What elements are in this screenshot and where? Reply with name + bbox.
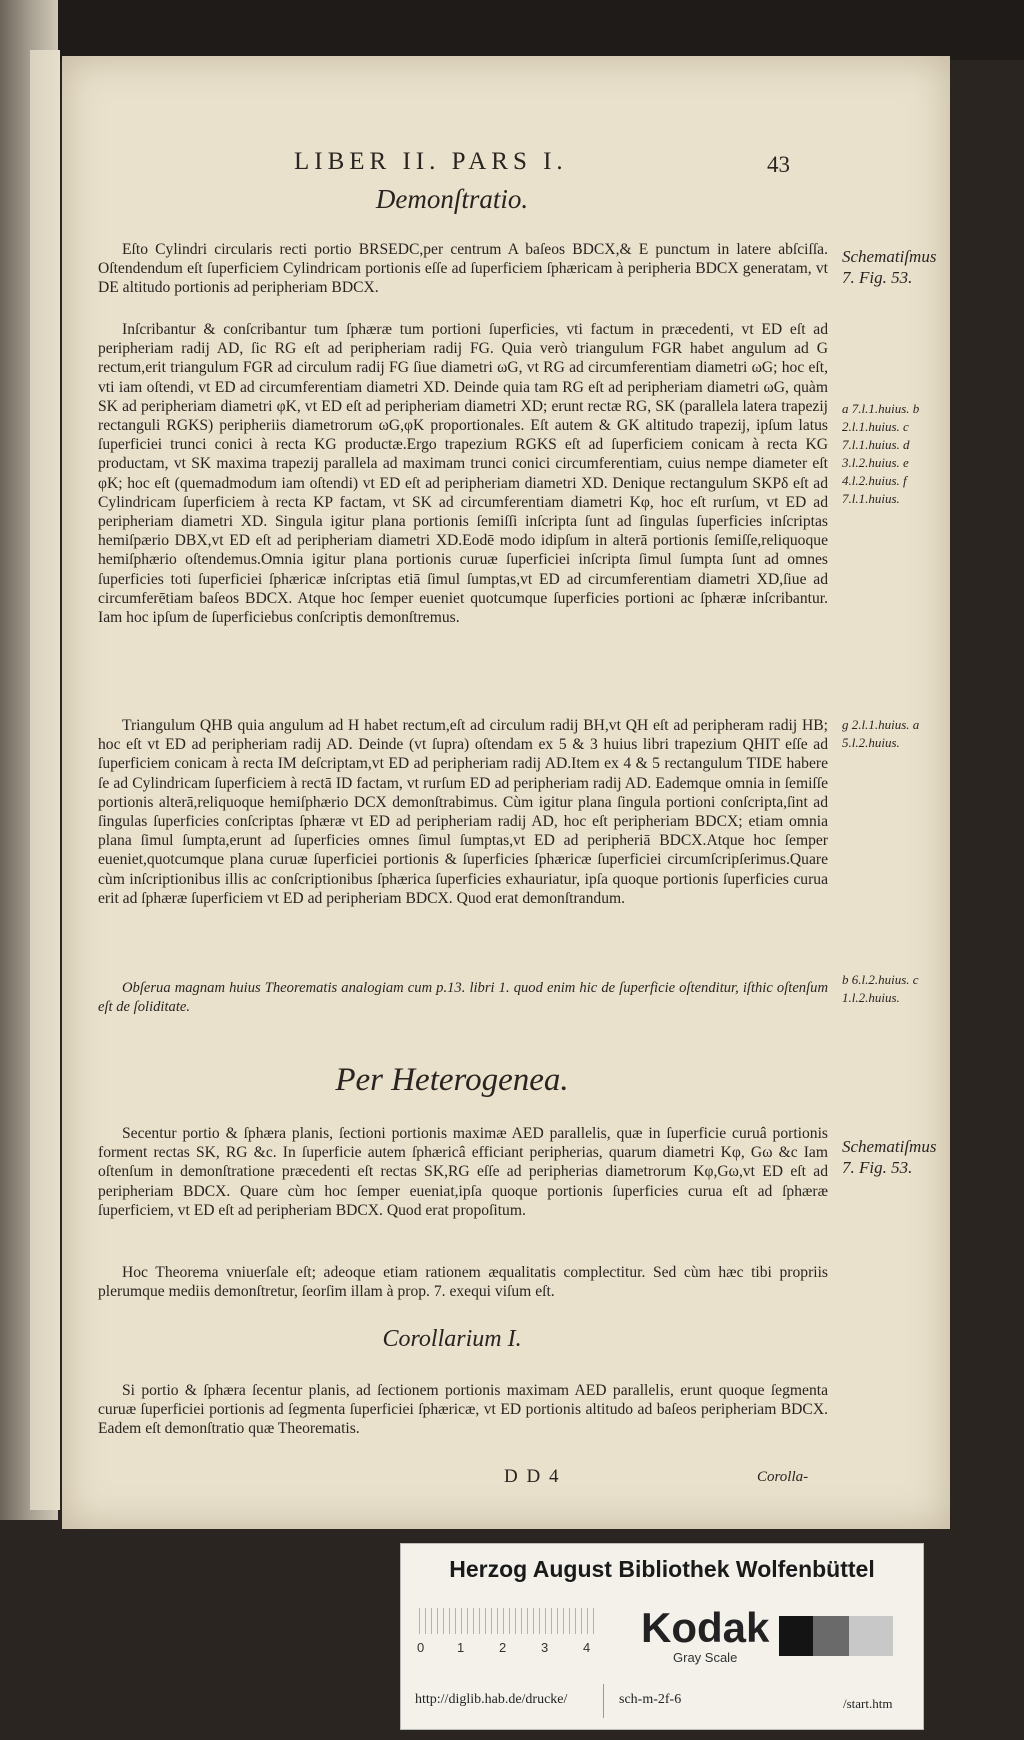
running-head: LIBER II. PARS I. xyxy=(294,148,568,175)
shelfmark: sch-m-2f-6 xyxy=(619,1692,682,1707)
paragraph-1: Eſto Cylindri circularis recti portio BRSEDC,per centrum A baſeos BDCX,& E punctum in latere abſciſſa. Oſtendendum eſt ſuperficiem Cylindricam portionis eſſe ad ſuperficiem ſphæricam à peripheria BDCX generatam, vt DE altitudo portionis ad peripheriam BDCX. xyxy=(98,241,828,297)
heading-demonstratio: Demonſtratio. xyxy=(375,184,529,214)
margin-note-5: Schematiſmus 7. Fig. 53. xyxy=(842,1137,937,1177)
heading-corollarium: Corollarium I. xyxy=(382,1326,522,1352)
gray-patch-black xyxy=(779,1616,813,1656)
observation-note: Obſerua magnam huius Theorematis analogiam cum p.13. libri 1. quod enim hic de ſuperficie oſtenditur, iſthic oſtenſum eſt de ſoliditate. xyxy=(98,980,828,1016)
label-divider xyxy=(603,1684,604,1718)
margin-note-1: Schematiſmus 7. Fig. 53. xyxy=(842,247,937,287)
margin-note-4: b 6.l.2.huius. c 1.l.2.huius. xyxy=(842,972,919,1005)
ruler-scale xyxy=(411,1608,601,1664)
scale-number: 0 xyxy=(417,1640,425,1655)
book-page xyxy=(62,56,950,1529)
paragraph-3: Triangulum QHB quia angulum ad H habet rectum,eſt ad circulum radij BH,vt QH eſt ad peripheram radij HB; hoc eſt vt ED ad peripheriam radij AD. Deinde (vt ſupra) oſtendam ex 5 & 3 huius libri trapezium QHIT eſſe ad ſuperficiem conicam à recta IM deſcriptam,vt ED ad peripheriam radij AD.Item ex 4 & 5 rectangulum TIDE habere ſe ad Cylindricam ſuperficiem à rectā ID factam, vt rurſum ED ad peripheriam radij AD. Eademque omnia in ſemiſſe portionis alterā,reliquoque hemiſphærio DCX demonſtrabimus. Cùm igitur plana ſingula portioni conſcripta,ſint ad ſingulas ſuperficies conſcriptas ſphæræ vt ED ad peripheriam radij AD, hoc eſt peripheriam BDCX; etiam omnia plana ſimul ſumpta,erunt ad ſuperficies omnes ſimul ſumptas,vt ED ad peripheriā BDCX.Atque hoc ſemper eueniet,quotcumque plana curuæ ſuperficiei portionis & ſuperficies ſphæricæ ſuperficiei circumſcripſerimus.Quare cùm inſcriptionibus illis ac conſcriptionibus ſphærica ſuperficies exhauriatur, ipſa quoque portionis ſuperficies curua erit ad ſphæræ ſuperficiem vt ED ad peripheriam BDCX. Quod erat demonſtrandum. xyxy=(98,717,828,907)
scale-number: 4 xyxy=(583,1640,591,1655)
paragraph-6: Hoc Theorema vniuerſale eſt; adeoque etiam rationem æqualitatis complectitur. Sed cùm hæc tibi propriis plerumque mediis demonſtretur, ſeorſim illam à prop. 7. exequi viſum eſt. xyxy=(98,1264,828,1301)
paragraph-7: Si portio & ſphæra ſecentur planis, ad ſectionem portionis maximam AED parallelis, erunt quoque ſegmenta curuæ ſuperficiei portionis ad ſegmenta ſuperficiei ſphæricæ, vt ED portionis altitudo ad baſeos peripheriam BDCX. Eadem eſt demonſtratio quæ Theorematis. xyxy=(98,1382,828,1438)
paragraph-2: Inſcribantur & conſcribantur tum ſphæræ tum portioni ſuperficies, vti factum in præcedenti, vt ED eſt ad peripheriam radij AD, ſic RG eſt ad peripheriam radij FG. Quia verò triangulum FGR habet angulum ad G rectum,erit triangulum FGR ad circulum radij FG ſiue diametri ωG, vt RG ad circumferentiam diametri ωG; hoc eſt, vti iam oſtendi, vt ED ad circumferentiam diametri XD. Deinde quia tam RG eſt ad peripheriam diametri ωG, quàm SK ad peripheriam diametri φK, vt ED eſt ad peripheriam diametri XD; erunt rectæ RG, SK (parallela latera trapezij rectanguli RGKS) peripheriis diametrorum ωG,φK proportionales. Eſt autem & GK altitudo trapezij, ipſum latus ſuperficiei trunci conici à recta KG productæ.Ergo trapezium RGKS eſt ad ſuperficiem conicam à recta KG productam, vt SK maxima trapezij parallela ad maximam trunci conici circumferentiam, cuius nempe diameter eſt φK; hoc eſt (quemadmodum iam oſtendi) vt ED eſt ad peripheriam diametri XD. Denique rectangulum SKPδ eſt ad Cylindricam ſuperficiem à recta KP factam, vt SK ad circumferentiam diametri Kφ, hoc eſt rurſum, vt ED ad peripheriam diametri XD. Singula igitur plana portionis ſemiſſi inſcripta ſunt ad ſingulas ſuperficies inſcriptas hemiſpærio DBX,vt ED eſt ad peripheriam diametri XD.Eodē modo idipſum in alterā portionis ſemiſſe,reliquoque hemiſphærio oſtendemus.Omnia igitur plana portionis curuæ ſuperficiei inſcripta ſimul ſumpta ſunt ad omnes ſuperficies toti ſuperficiei ſphæricæ inſcriptas etiā ſimul ſumptas,vt ED ad circumferentiam diametri XD,ſiue ad circumferētiam baſeos BDCX. Atque hoc ſemper eueniet quotcumque ſuperficies portioni ac ſphæræ inſcribantur. Iam hoc ipſum de ſuperficiebus conſcriptis demonſtremus. xyxy=(98,321,828,627)
paragraph-5: Secentur portio & ſphæra planis, ſectioni portionis maximæ AED parallelis, quæ in ſuperficie curuâ portionis forment rectas SK, RG &c. In ſuperficie autem ſphæricâ efficiant peripherias, quarum diametri Kφ, Gω &c Iam oſtenſum in demonſtratione præcedenti eſt rectas SK,RG eſſe ad peripherias diametrorum Kφ,Gω,vt ED eſt ad peripheriam BDCX. Quare cùm hoc ſemper eueniat,ipſa quoque portionis ſuperficies curua eſt ad ſphæræ ſuperficiem, vt ED eſt ad peripheriam BDCX. Quod erat propoſitum. xyxy=(98,1125,828,1219)
margin-note-2: a 7.l.1.huius. b 2.l.1.huius. c 7.l.1.huius. d 3.l.2.huius. e 4.l.2.huius. f 7.l.1.huius. xyxy=(842,401,920,506)
scanner-background xyxy=(0,0,1024,60)
margin-note-3: g 2.l.1.huius. a 5.l.2.huius. xyxy=(842,717,920,750)
scale-number: 1 xyxy=(457,1640,465,1655)
library-label xyxy=(400,1543,924,1730)
kodak-logo: Kodak xyxy=(641,1604,770,1651)
url-tail: /start.htm xyxy=(843,1696,893,1711)
signature-mark: D D 4 xyxy=(504,1466,561,1487)
page-header xyxy=(62,148,950,188)
page-stack-edge xyxy=(30,50,60,1510)
library-title: Herzog August Bibliothek Wolfenbüttel xyxy=(449,1556,875,1582)
scale-number: 2 xyxy=(499,1640,507,1655)
scale-number: 3 xyxy=(541,1640,549,1655)
ruler-ticks xyxy=(419,1608,599,1634)
page-number: 43 xyxy=(767,152,790,177)
gray-patch-light xyxy=(849,1616,893,1656)
facing-page-edge xyxy=(0,0,58,1520)
catchword: Corolla- xyxy=(757,1469,809,1485)
gray-patch-mid xyxy=(813,1616,849,1656)
heading-per-heterogenea: Per Heterogenea. xyxy=(335,1062,569,1098)
gray-scale-text: Gray Scale xyxy=(673,1650,738,1665)
url-base: http://diglib.hab.de/drucke/ xyxy=(415,1692,568,1707)
